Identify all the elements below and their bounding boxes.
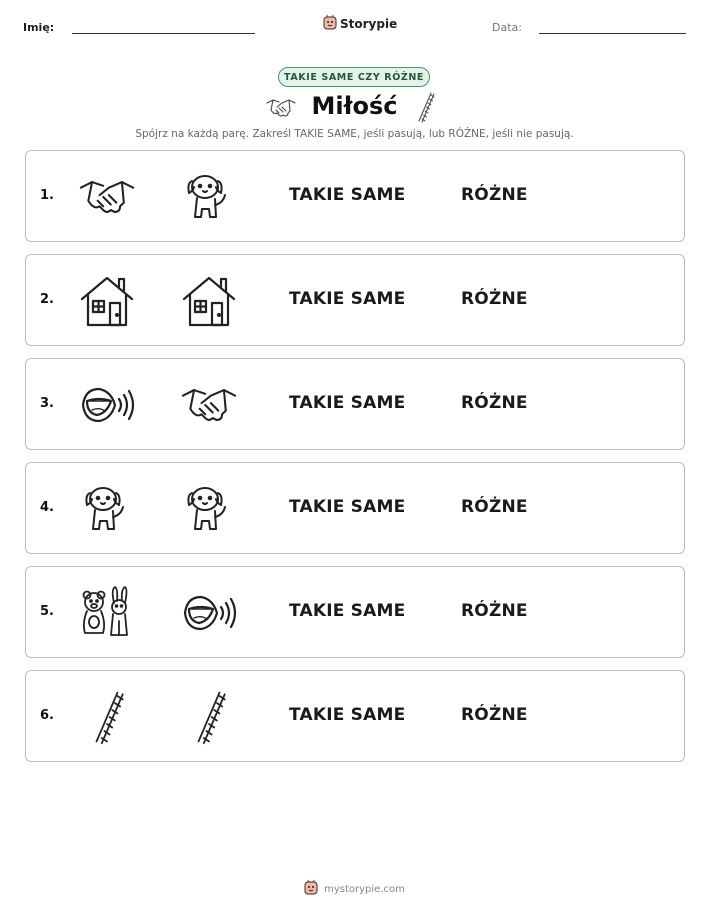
- puppy-icon: [181, 169, 237, 225]
- page-title: Miłość: [311, 92, 398, 120]
- question-row-1: [25, 150, 685, 242]
- option-rozne[interactable]: RÓŻNE: [461, 289, 528, 309]
- footer: [0, 879, 709, 899]
- speaking-mouth-icon: [181, 585, 237, 641]
- footer-link[interactable]: mystorypie.com: [324, 883, 405, 895]
- option-takie-same[interactable]: TAKIE SAME: [289, 497, 406, 517]
- house-icon: [181, 273, 237, 329]
- option-rozne[interactable]: RÓŻNE: [461, 393, 528, 413]
- title-row: [0, 92, 709, 126]
- option-takie-same[interactable]: TAKIE SAME: [289, 393, 406, 413]
- option-takie-same[interactable]: TAKIE SAME: [289, 185, 406, 205]
- name-label: Imię:: [23, 21, 55, 34]
- date-line: [539, 33, 686, 34]
- question-row-6: [25, 670, 685, 762]
- teddy-bear-bunny-icon: [79, 585, 135, 641]
- question-number: 4.: [40, 500, 54, 515]
- question-row-4: [25, 462, 685, 554]
- rope-icon: [414, 91, 436, 127]
- speaking-mouth-icon: [79, 377, 135, 433]
- instructions: Spójrz na każdą parę. Zakreśl TAKIE SAME, jeśli pasują, lub RÓŻNE, jeśli nie pasują.: [135, 128, 574, 140]
- date-label: Data:: [492, 21, 522, 34]
- handshake-icon: [181, 377, 237, 433]
- option-takie-same[interactable]: TAKIE SAME: [289, 601, 406, 621]
- question-row-3: [25, 358, 685, 450]
- option-takie-same[interactable]: TAKIE SAME: [289, 705, 406, 725]
- question-number: 6.: [40, 708, 54, 723]
- question-row-2: [25, 254, 685, 346]
- storypie-logo-icon: [323, 14, 337, 34]
- puppy-icon: [181, 481, 237, 537]
- question-number: 3.: [40, 396, 54, 411]
- option-rozne[interactable]: RÓŻNE: [461, 601, 528, 621]
- logo-text: Storypie: [340, 17, 398, 31]
- worksheet-type-badge: TAKIE SAME CZY RÓŻNE: [278, 67, 430, 87]
- question-row-5: [25, 566, 685, 658]
- rope-icon: [181, 689, 237, 745]
- puppy-icon: [79, 481, 135, 537]
- option-rozne[interactable]: RÓŻNE: [461, 705, 528, 725]
- option-takie-same[interactable]: TAKIE SAME: [289, 289, 406, 309]
- option-rozne[interactable]: RÓŻNE: [461, 185, 528, 205]
- storypie-logo-icon: [304, 879, 318, 899]
- question-number: 5.: [40, 604, 54, 619]
- house-icon: [79, 273, 135, 329]
- handshake-icon: [79, 169, 135, 225]
- worksheet-header: [0, 14, 709, 44]
- question-number: 1.: [40, 188, 54, 203]
- name-line: [72, 33, 255, 34]
- storypie-logo: [323, 14, 397, 34]
- option-rozne[interactable]: RÓŻNE: [461, 497, 528, 517]
- rope-icon: [79, 689, 135, 745]
- question-number: 2.: [40, 292, 54, 307]
